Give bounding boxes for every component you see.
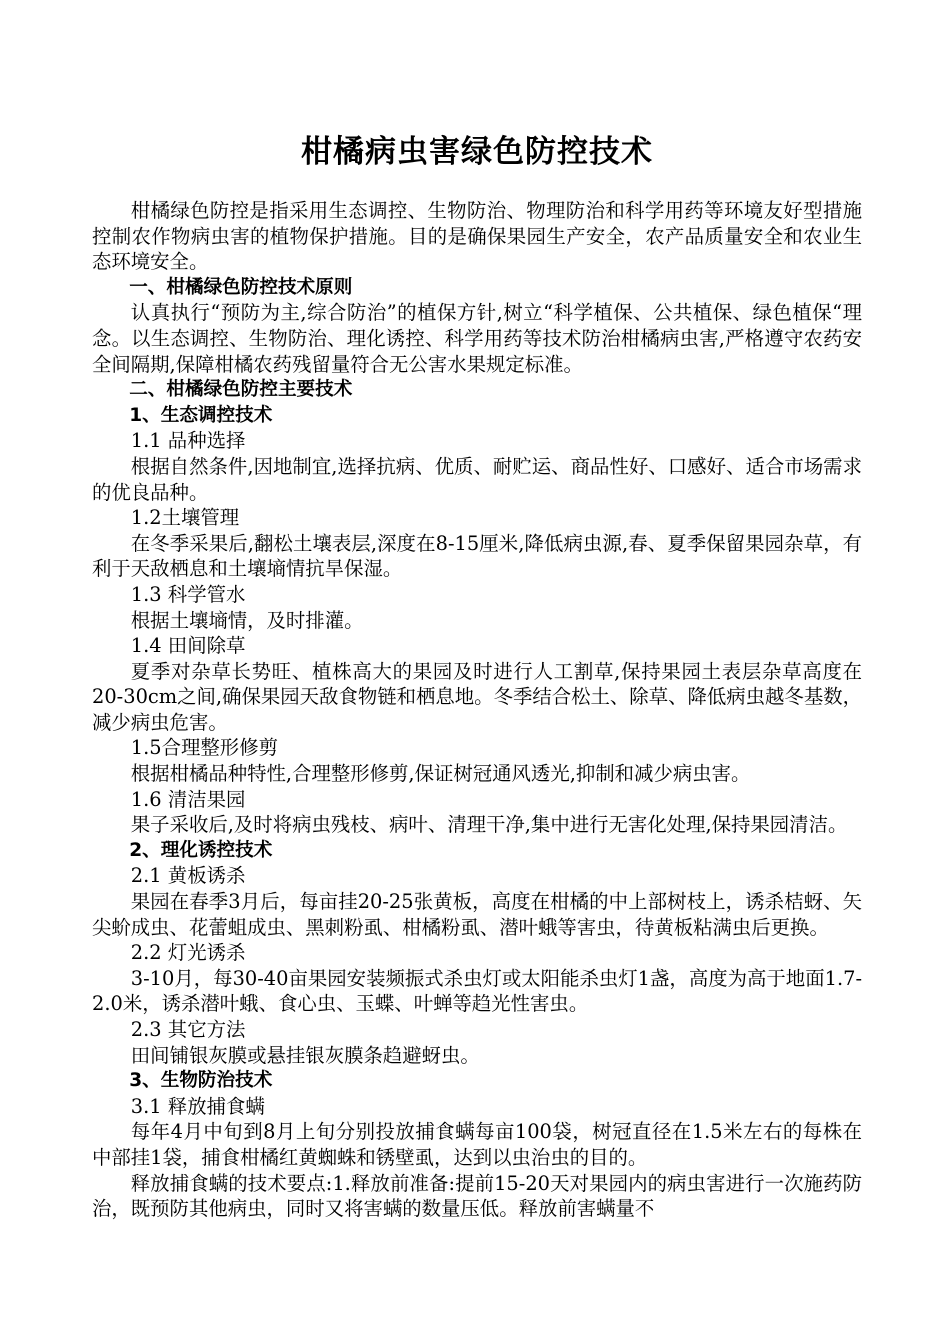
item-paragraph: 根据土壤墒情，及时排灌。	[130, 608, 364, 632]
document-page	[92, 0, 862, 1222]
item-paragraph: 根据自然条件,因地制宜,选择抗病、优质、耐贮运、商品性好、口感好、适合市场需求的优良品种。	[92, 454, 862, 504]
section-heading: 二、柑橘绿色防控主要技术	[129, 379, 353, 401]
subsection-heading: 3、生物防治技术	[129, 1070, 273, 1092]
item-title: 3.1 释放捕食螨	[130, 1094, 265, 1118]
section-paragraph: 认真执行“预防为主,综合防治”的植保方针,树立“科学植保、公共植保、绿色植保“理念。以生态调控、生物防治、理化诱控、科学用药等技术防治柑橘病虫害,严格遵守农药安全间隔期,保障柑橘农药残留量符合无公害水果规定标准。	[92, 301, 862, 376]
item-paragraph: 果子采收后,及时将病虫残枝、病叶、清理干净,集中进行无害化处理,保持果园清洁。	[130, 813, 848, 837]
item-paragraph: 释放捕食螨的技术要点:1.释放前准备:提前15-20天对果园内的病虫害进行一次施药防治，既预防其他病虫，同时又将害螨的数量压低。释放前害螨量不	[92, 1171, 862, 1221]
item-title: 1.6 清洁果园	[130, 787, 246, 811]
item-paragraph: 3-10月，每30-40亩果园安装频振式杀虫灯或太阳能杀虫灯1盏，高度为高于地面1.7-2.0米，诱杀潜叶蛾、食心虫、玉蝶、叶蝉等趋光性害虫。	[92, 966, 862, 1016]
subsection-heading: 2、理化诱控技术	[129, 839, 273, 861]
item-title: 1.1 品种选择	[130, 429, 246, 453]
item-paragraph: 夏季对杂草长势旺、植株高大的果园及时进行人工割草,保持果园土表层杂草高度在20-30cm之间,确保果园天敌食物链和栖息地。冬季结合松土、除草、降低病虫越冬基数，减少病虫危害。	[92, 659, 862, 734]
page-title: 柑橘病虫害绿色防控技术	[301, 134, 653, 170]
subsection-heading: 1、生态调控技术	[129, 404, 273, 426]
section-heading: 一、柑橘绿色防控技术原则	[129, 276, 353, 298]
item-title: 1.5合理整形修剪	[130, 736, 278, 760]
item-title: 1.3 科学管水	[130, 582, 246, 606]
item-paragraph: 在冬季采果后,翻松土壤表层,深度在8-15厘米,降低病虫源,春、夏季保留果园杂草，有利于天敌栖息和土壤墒情抗旱保湿。	[92, 531, 862, 581]
document-body	[92, 198, 862, 1222]
item-title: 1.4 田间除草	[130, 634, 246, 658]
item-paragraph: 田间铺银灰膜或悬挂银灰膜条趋避蚜虫。	[130, 1043, 480, 1067]
item-paragraph: 根据柑橘品种特性,合理整形修剪,保证树冠通风透光,抑制和减少病虫害。	[130, 762, 751, 786]
item-title: 2.1 黄板诱杀	[130, 864, 246, 888]
intro-paragraph: 柑橘绿色防控是指采用生态调控、生物防治、物理防治和科学用药等环境友好型措施控制农作物病虫害的植物保护措施。目的是确保果园生产安全，农产品质量安全和农业生态环境安全。	[92, 199, 862, 274]
item-title: 1.2土壤管理	[130, 506, 240, 530]
item-paragraph: 每年4月中旬到8月上旬分别投放捕食螨每亩100袋，树冠直径在1.5米左右的每株在中部挂1袋，捕食柑橘红黄蜘蛛和锈壁虱，达到以虫治虫的目的。	[92, 1120, 862, 1169]
item-title: 2.3 其它方法	[130, 1018, 246, 1041]
item-paragraph: 果园在春季3月后，每亩挂20-25张黄板，高度在柑橘的中上部树枝上，诱杀桔蚜、矢尖蚧成虫、花蕾蛆成虫、黑刺粉虱、柑橘粉虱、潜叶蛾等害虫，待黄板粘满虫后更换。	[92, 890, 862, 939]
item-title: 2.2 灯光诱杀	[130, 941, 246, 965]
